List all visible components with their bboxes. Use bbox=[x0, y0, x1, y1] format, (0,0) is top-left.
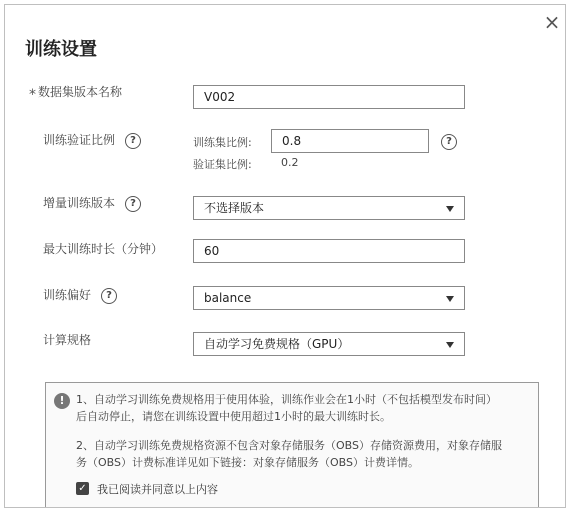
preference-select[interactable]: balance bbox=[193, 286, 465, 310]
max-duration-label: 最大训练时长（分钟） bbox=[43, 242, 164, 256]
dialog-title: 训练设置 bbox=[25, 39, 97, 60]
incremental-version-select[interactable]: 不选择版本 bbox=[193, 196, 465, 220]
max-duration-input[interactable]: 60 bbox=[193, 239, 465, 263]
notice-box bbox=[45, 382, 539, 508]
notice-line-4: 务（OBS）计费标准详见如下链接：对象存储服务（OBS）计费详情。 bbox=[76, 456, 419, 469]
val-ratio-value: 0.2 bbox=[281, 156, 299, 169]
train-ratio-help-icon[interactable]: ? bbox=[441, 134, 457, 150]
preference-label: 训练偏好 ? bbox=[43, 286, 117, 304]
train-ratio-input[interactable]: 0.8 bbox=[271, 129, 429, 153]
compute-spec-select[interactable]: 自动学习免费规格（GPU） bbox=[193, 332, 465, 356]
dropdown-arrow-icon bbox=[446, 296, 454, 302]
train-val-ratio-label: 训练验证比例 ? bbox=[43, 131, 141, 149]
info-icon: ! bbox=[54, 393, 70, 409]
dataset-version-name-input[interactable]: V002 bbox=[193, 85, 465, 109]
compute-spec-label: 计算规格 bbox=[43, 333, 92, 347]
notice-line-1: 1、自动学习训练免费规格用于使用体验，训练作业会在1小时（不包括模型发布时间） bbox=[76, 393, 497, 406]
required-mark: * bbox=[29, 87, 36, 103]
val-ratio-label: 验证集比例: bbox=[193, 158, 252, 171]
agree-checkbox[interactable]: ✓ bbox=[76, 482, 89, 495]
dropdown-arrow-icon bbox=[446, 206, 454, 212]
help-icon[interactable]: ? bbox=[101, 288, 117, 304]
train-ratio-label: 训练集比例: bbox=[193, 136, 252, 149]
dropdown-arrow-icon bbox=[446, 342, 454, 348]
notice-line-2: 后自动停止，请您在训练设置中使用超过1小时的最大训练时长。 bbox=[76, 410, 391, 423]
notice-line-3: 2、自动学习训练免费规格资源不包含对象存储服务（OBS）存储资源费用，对象存储服 bbox=[76, 439, 502, 452]
dataset-version-name-label: * 数据集版本名称 bbox=[29, 85, 123, 103]
incremental-version-label: 增量训练版本 ? bbox=[43, 194, 141, 212]
agree-label[interactable]: 我已阅读并同意以上内容 bbox=[97, 483, 218, 496]
training-settings-dialog bbox=[4, 4, 566, 508]
help-icon[interactable]: ? bbox=[125, 196, 141, 212]
close-icon[interactable]: × bbox=[543, 10, 561, 34]
help-icon[interactable]: ? bbox=[125, 133, 141, 149]
